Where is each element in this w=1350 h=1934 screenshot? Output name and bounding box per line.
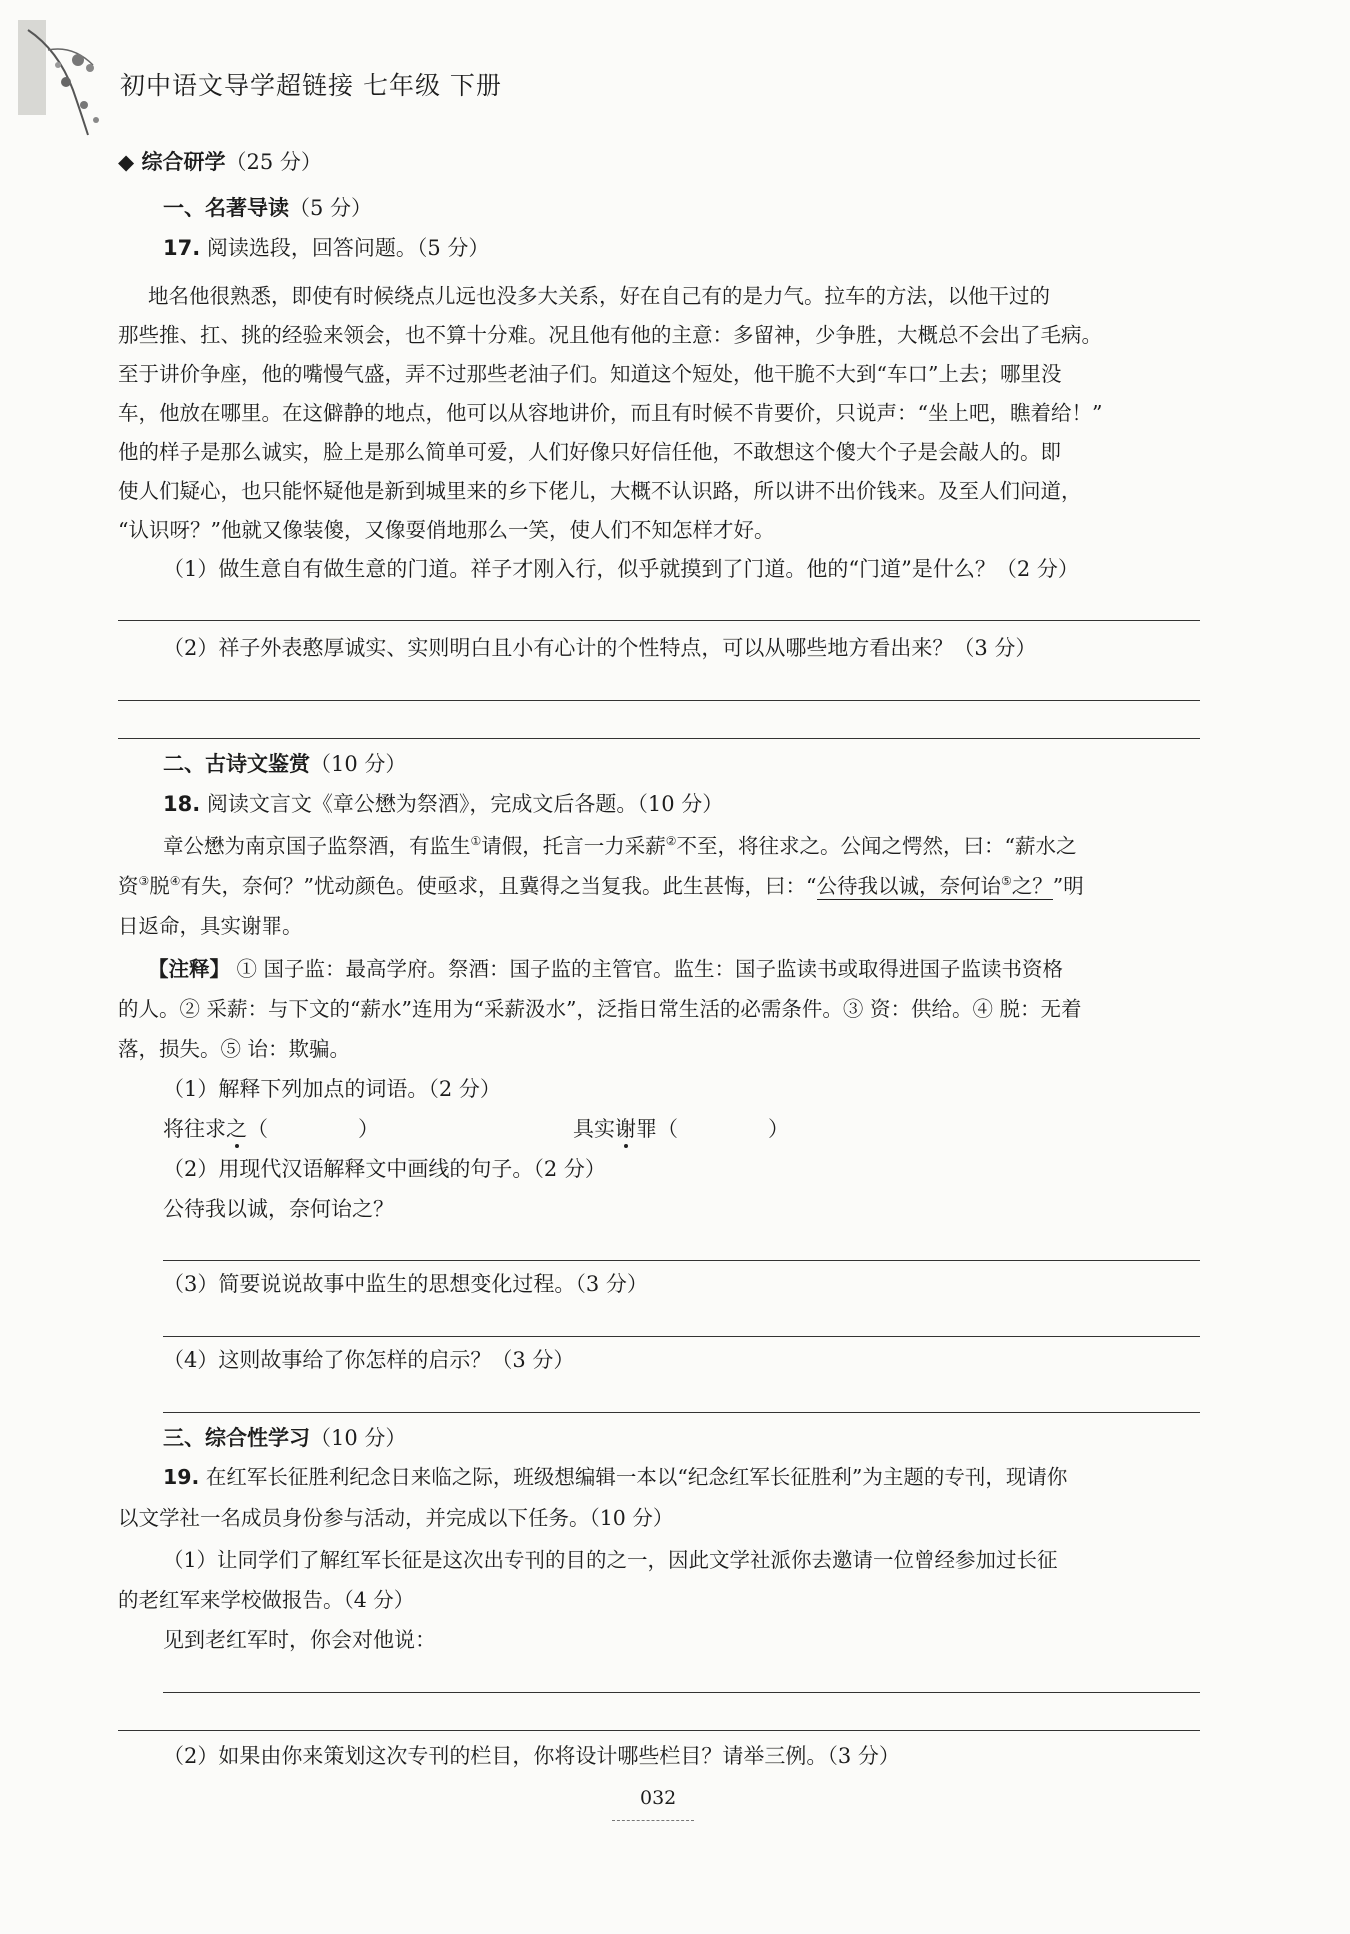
passage-line: 他的样子是那么诚实，脸上是那么简单可爱，人们好像只好信任他，不敢想这个傻大个子是会敲人的。即 bbox=[118, 440, 1061, 464]
underlined-sentence: 公待我以诚，奈何诒⑤之？ bbox=[816, 874, 1053, 898]
question-18: 18. 阅读文言文《章公懋为祭酒》，完成文后各题。（10 分） bbox=[163, 792, 724, 816]
book-title: 初中语文导学超链接 七年级 下册 bbox=[120, 71, 502, 100]
classical-passage-line: 资③脱④有失，奈何？”忧动颜色。使亟求，且冀得之当复我。此生甚悔，曰：“公待我以诚，奈何诒⑤之？”明 bbox=[118, 874, 1084, 898]
question-17-2: （2）祥子外表憨厚诚实、实则明白且小有心计的个性特点，可以从哪些地方看出来？（3 分） bbox=[163, 636, 1037, 660]
question-18-4: （4）这则故事给了你怎样的启示？（3 分） bbox=[163, 1348, 575, 1372]
part1-heading: 一、名著导读（5 分） bbox=[163, 196, 373, 220]
question-18-1: （1）解释下列加点的词语。（2 分） bbox=[163, 1077, 501, 1101]
passage-line: 地名他很熟悉，即使有时候绕点儿远也没多大关系，好在自己有的是力气。拉车的方法，以他干过的 bbox=[148, 284, 1050, 308]
answer-line[interactable] bbox=[163, 1336, 1200, 1337]
blossom-ornament bbox=[18, 10, 108, 140]
question-18-3: （3）简要说说故事中监生的思想变化过程。（3 分） bbox=[163, 1272, 648, 1296]
notes-line: 落，损失。⑤ 诒：欺骗。 bbox=[118, 1037, 351, 1061]
answer-line[interactable] bbox=[118, 620, 1200, 621]
section-heading: ◆ 综合研学（25 分） bbox=[118, 150, 322, 174]
page-number-underline bbox=[612, 1820, 694, 1821]
passage-line: 车，他放在哪里。在这僻静的地点，他可以从容地讲价，而且有时候不肯要价，只说声：“坐上吧，瞧着给！” bbox=[118, 401, 1103, 425]
part3-heading: 三、综合性学习（10 分） bbox=[163, 1426, 407, 1450]
notes-line: 【注释】 ① 国子监：最高学府。祭酒：国子监的主管官。监生：国子监读书或取得进国子监读书资格 bbox=[148, 957, 1064, 981]
answer-line[interactable] bbox=[163, 1260, 1200, 1261]
part2-heading: 二、古诗文鉴赏（10 分） bbox=[163, 752, 407, 776]
answer-line[interactable] bbox=[163, 1692, 1200, 1693]
answer-line[interactable] bbox=[163, 1412, 1200, 1413]
question-17: 17. 阅读选段，回答问题。（5 分） bbox=[163, 236, 490, 260]
passage-line: 使人们疑心，也只能怀疑他是新到城里来的乡下佬儿，大概不认识路，所以讲不出价钱来。及至人们问道， bbox=[118, 479, 1082, 503]
question-19-1-line: 的老红军来学校做报告。（4 分） bbox=[118, 1588, 415, 1612]
classical-passage-line: 章公懋为南京国子监祭酒，有监生①请假，托言一力采薪②不至，将往求之。公闻之愕然，曰：“薪水之 bbox=[163, 834, 1077, 858]
answer-line[interactable] bbox=[118, 1730, 1200, 1731]
sentence-to-translate: 公待我以诚，奈何诒之？ bbox=[163, 1197, 394, 1221]
question-19-line: 以文学社一名成员身份参与活动，并完成以下任务。（10 分） bbox=[118, 1506, 674, 1530]
word-item-2: 具实谢罪（ ） bbox=[573, 1117, 789, 1141]
question-19-1-prompt: 见到老红军时，你会对他说： bbox=[163, 1628, 436, 1652]
question-19-1: （1）让同学们了解红军长征是这次出专刊的目的之一，因此文学社派你去邀请一位曾经参加过长征 bbox=[163, 1548, 1058, 1572]
question-18-2: （2）用现代汉语解释文中画线的句子。（2 分） bbox=[163, 1157, 606, 1181]
question-19: 19. 在红军长征胜利纪念日来临之际，班级想编辑一本以“纪念红军长征胜利”为主题的专刊，现请你 bbox=[163, 1465, 1068, 1489]
answer-line[interactable] bbox=[118, 700, 1200, 701]
passage-line: 那些推、扛、挑的经验来领会，也不算十分难。况且他有他的主意：多留神，少争胜，大概总不会出了毛病。 bbox=[118, 323, 1102, 347]
word-item-1: 将往求之（ ） bbox=[163, 1117, 379, 1141]
question-17-1: （1）做生意自有做生意的门道。祥子才刚入行，似乎就摸到了门道。他的“门道”是什么？（2 分） bbox=[163, 557, 1079, 581]
answer-line[interactable] bbox=[118, 738, 1200, 739]
notes-line: 的人。② 采薪：与下文的“薪水”连用为“采薪汲水”，泛指日常生活的必需条件。③ 资：供给。④ 脱：无着 bbox=[118, 997, 1082, 1021]
question-19-2: （2）如果由你来策划这次专刊的栏目，你将设计哪些栏目？请举三例。（3 分） bbox=[163, 1744, 900, 1768]
classical-passage-line: 日返命，具实谢罪。 bbox=[118, 914, 303, 938]
page-number: 032 bbox=[640, 1787, 677, 1809]
passage-line: “认识呀？”他就又像装傻，又像耍俏地那么一笑，使人们不知怎样才好。 bbox=[118, 518, 775, 542]
passage-line: 至于讲价争座，他的嘴慢气盛，弄不过那些老油子们。知道这个短处，他干脆不大到“车口”上去；哪里没 bbox=[118, 362, 1062, 386]
